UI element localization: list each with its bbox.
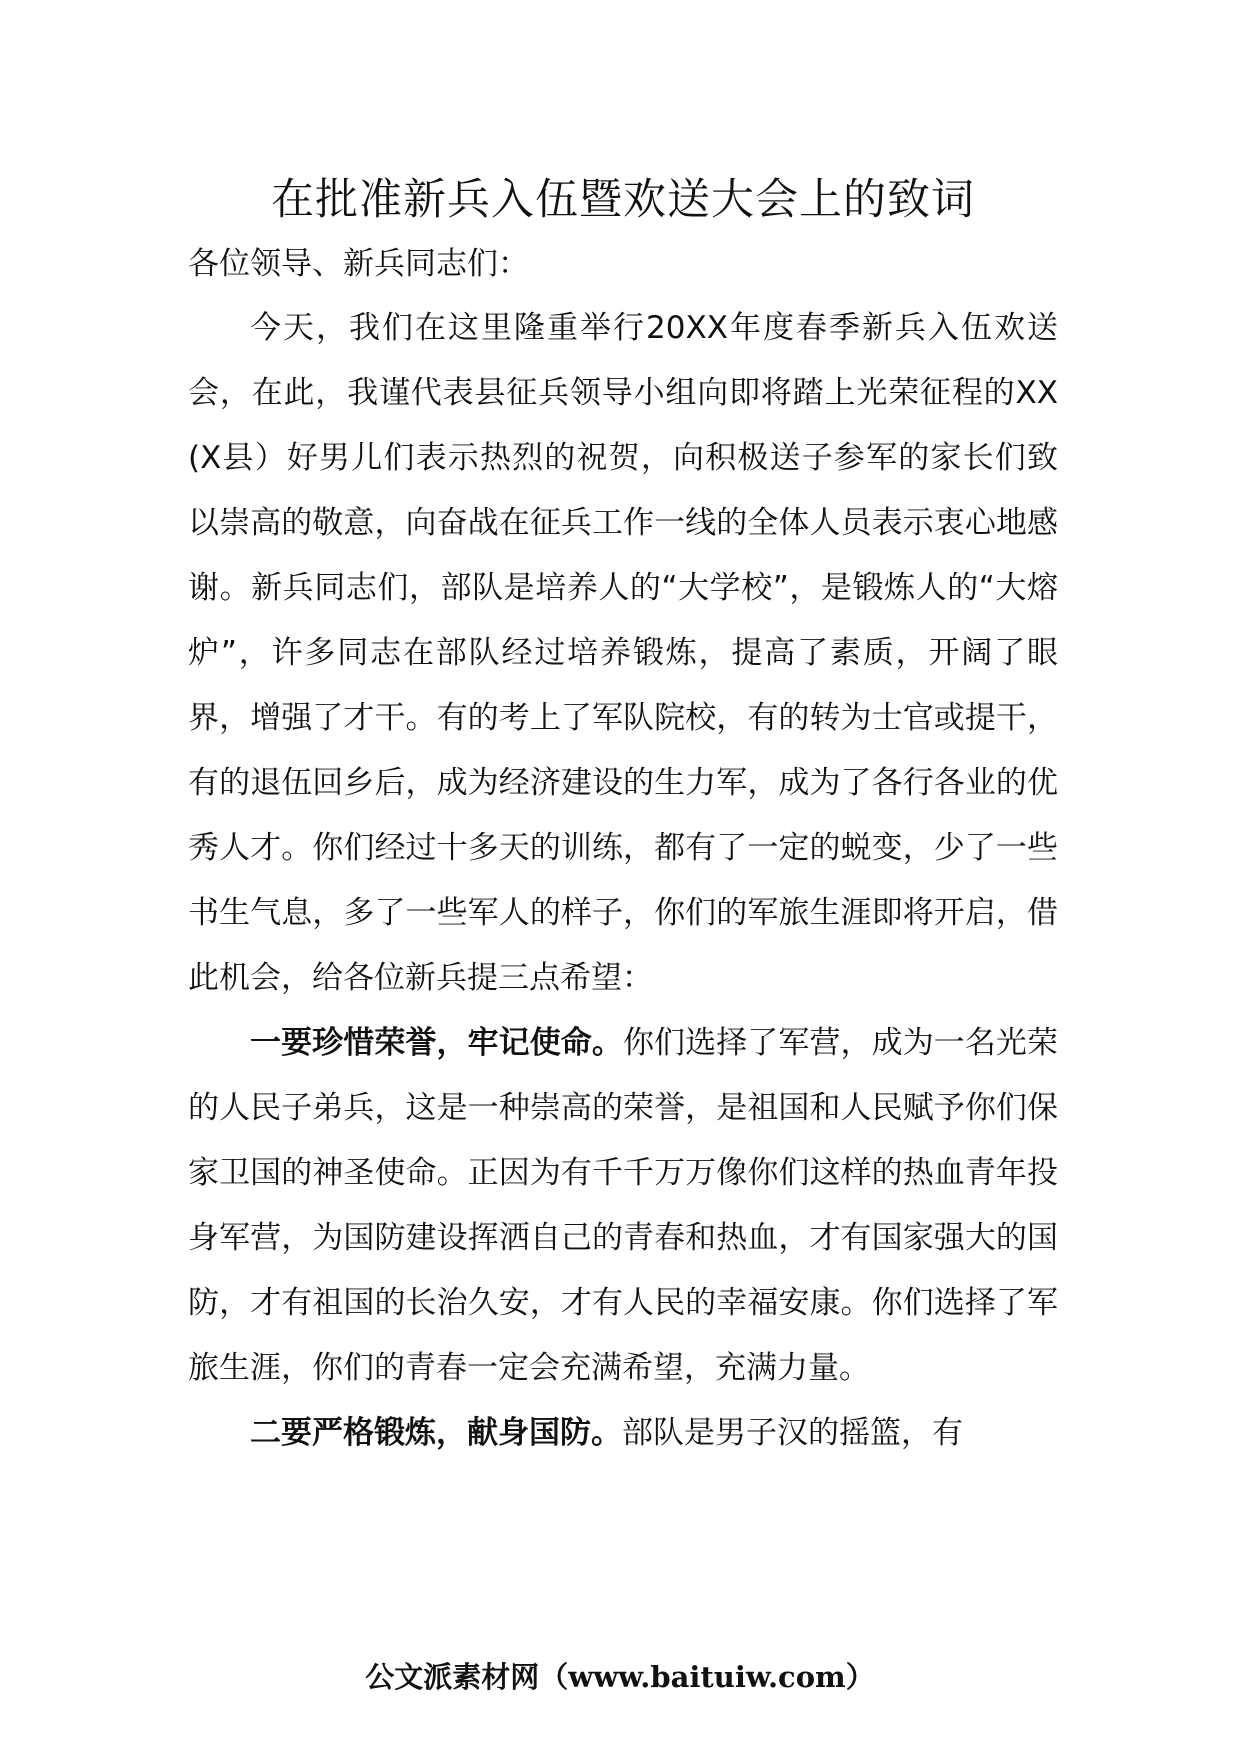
footer-watermark: 公文派素材网（www.baituiw.com） [365, 1660, 875, 1694]
document-title: 在批准新兵入伍暨欢送大会上的致词 [271, 175, 975, 225]
paragraph-lead: 二要严格锻炼，献身国防。 [250, 1415, 622, 1451]
paragraph-text: 你们选择了军营，成为一名光荣的人民子弟兵，这是一种崇高的荣誉，是祖国和人民赋予你们保家卫国的神圣使命。正因为有千千万万像你们这样的热血青年投身军营，为国防建设挥洒自己的青春和热血，才有国家强大的国防，才有祖国的长治久安，才有人民的幸福安康。你们选择了军旅生涯，你们的青春一定会充满希望，充满力量。 [188, 1025, 1059, 1386]
paragraph-1 [188, 296, 1058, 1011]
paragraph-2 [188, 1011, 1058, 1401]
paragraph-lead: 一要珍惜荣誉，牢记使命。 [250, 1025, 623, 1061]
paragraph-text: 部队是男子汉的摇篮，有 [622, 1415, 963, 1451]
salutation: 各位领导、新兵同志们： [188, 246, 529, 282]
paragraph-3 [188, 1401, 1058, 1466]
paragraph-text: 今天，我们在这里隆重举行20XX年度春季新兵入伍欢送会，在此，我谨代表县征兵领导小组向即将踏上光荣征程的XX(X县）好男儿们表示热烈的祝贺，向积极送子参军的家长们致以崇高的敬意，向奋战在征兵工作一线的全体人员表示衷心地感谢。新兵同志们，部队是培养人的“大学校”，是锻炼人的“大熔炉”，许多同志在部队经过培养锻炼，提高了素质，开阔了眼界，增强了才干。有的考上了军队院校，有的转为士官或提干，有的退伍回乡后，成为经济建设的生力军，成为了各行各业的优秀人才。你们经过十多天的训练，都有了一定的蜕变，少了一些书生气息，多了一些军人的样子，你们的军旅生涯即将开启，借此机会，给各位新兵提三点希望： [188, 310, 1058, 996]
document-page [188, 168, 1058, 1466]
